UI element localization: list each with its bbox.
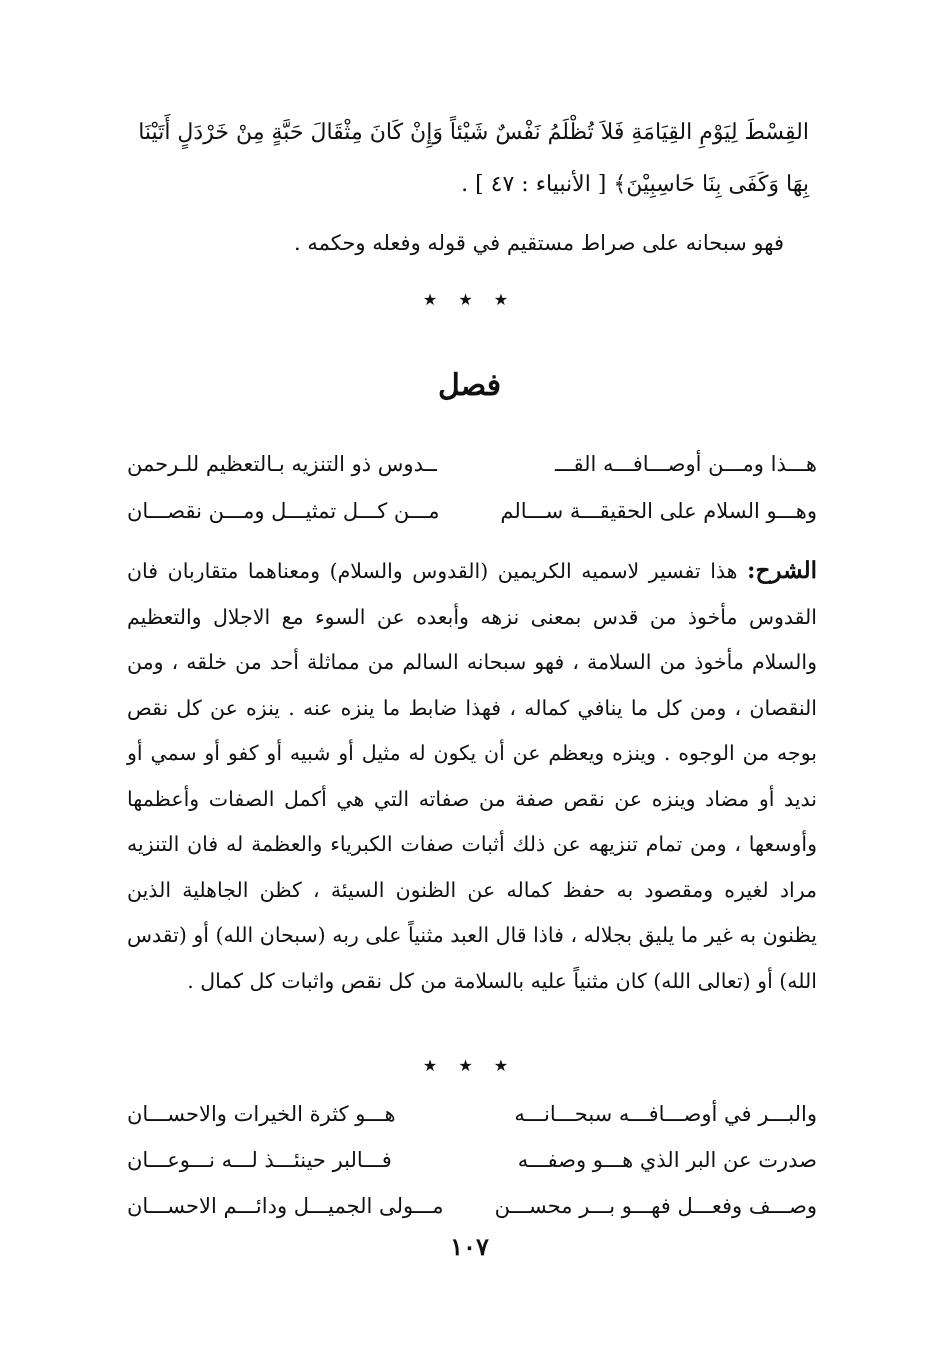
commentary-paragraph: [127, 548, 817, 1004]
poem-verse-row: [127, 1102, 817, 1136]
poem-verse-row: [127, 452, 817, 486]
verse-line-1: القِسْطَ لِيَوْمِ القِيَامَةِ فَلاَ تُظْلَمُ نَفْسٌ شَيْئاً وَإِنْ كَانَ مِثْقَالَ حَبَّةٍ مِنْ خَرْدَلٍ أَتَيْنَا: [138, 120, 809, 145]
page-number: ١٠٧: [450, 1232, 489, 1261]
first-hemistich: والبـــر في أوصـــافـــه سبحـــانـــه: [514, 1102, 817, 1126]
commentary-label: الشرح:: [747, 557, 817, 584]
second-hemistich: فـــالبر حينئـــذ لـــه نـــوعـــان: [127, 1148, 392, 1172]
first-hemistich: صدرت عن البر الذي هـــو وصفـــه: [517, 1148, 817, 1172]
conclusion-sentence: فهو سبحانه على صراط مستقيم في قوله وفعله وحكمه .: [294, 231, 784, 255]
second-hemistich: هـــو كثرة الخيرات والاحســـان: [127, 1102, 396, 1126]
second-hemistich: ــدوس ذو التنزيه بـالتعظيم للـرحمن: [127, 452, 437, 476]
section-separator: ★ ★ ★: [422, 290, 517, 309]
verse-line-2: بِهَا وَكَفَى بِنَا حَاسِبِيْنَ﴾ [ الأنبياء : ٤٧ ] .: [461, 172, 809, 197]
first-hemistich: وصـــف وفعـــل فهـــو بـــر محســـن: [494, 1194, 817, 1218]
poem-verse-row: [127, 1194, 817, 1228]
second-hemistich: مـــن كـــل تمثيـــل ومـــن نقصـــان: [127, 499, 440, 523]
poem-verse-row: [127, 1148, 817, 1182]
section-title: فصل: [437, 368, 502, 403]
first-hemistich: هـــذا ومـــن أوصـــافـــه القـــ: [555, 452, 817, 476]
first-hemistich: وهـــو السلام على الحقيقـــة ســـالم: [500, 499, 817, 523]
commentary-text: هذا تفسير لاسميه الكريمين (القدوس والسلام) ومعناهما متقاربان فان القدوس مأخوذ من قدس بمعنى نزهه وأبعده عن السوء مع الاجلال والتعظيم والسلام مأخوذ من السلامة ، فهو سبحانه السالم من مماثلة أحد من خلقه ، ومن النقصان ، ومن كل ما ينافي كماله ، فهذا ضابط ما ينزه عنه . ينزه عن كل نقص بوجه من الوجوه . وينزه ويعظم عن أن يكون له مثيل أو شبيه أو كفو أو سمي أو نديد أو مضاد وينزه عن نقص صفة من صفاته التي هي أكمل الصفات وأعظمها وأوسعها ، ومن تمام تنزيهه عن ذلك أثبات صفات الكبرياء والعظمة له فان التنزيه مراد لغيره ومقصود به حفظ كماله عن الظنون السيئة ، كظن الجاهلية الذين يظنون به غير ما يليق بجلاله ، فاذا قال العبد مثنياً على ربه (سبحان الله) أو (تقدس الله) أو (تعالى الله) كان مثنياً عليه بالسلامة من كل نقص واثبات كل كمال .: [127, 559, 817, 993]
section-separator: ★ ★ ★: [422, 1056, 517, 1075]
second-hemistich: مـــولى الجميـــل ودائـــم الاحســـان: [127, 1194, 444, 1218]
poem-verse-row: [127, 499, 817, 533]
